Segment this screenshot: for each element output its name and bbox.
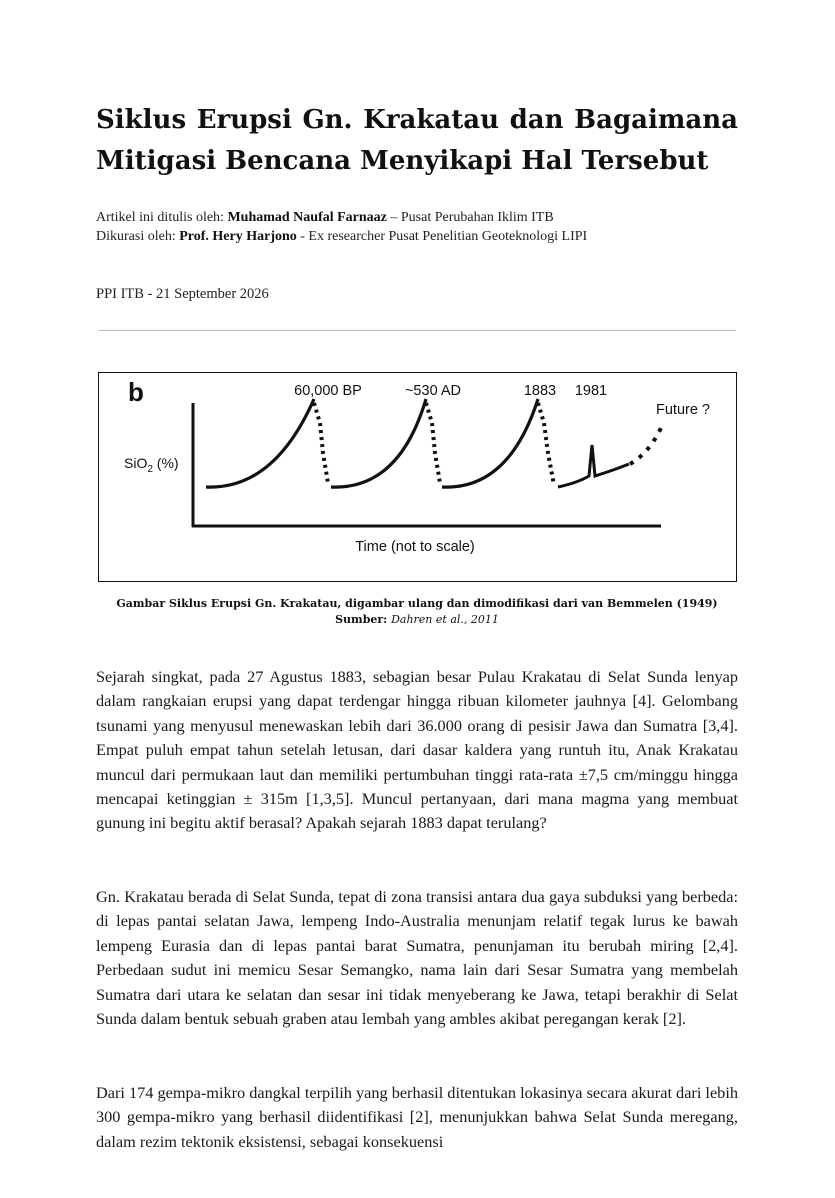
eruption-drop-530ad: [426, 403, 440, 483]
dateline: PPI ITB - 21 September 2026: [96, 286, 269, 302]
curator-name: Prof. Hery Harjono: [179, 229, 297, 244]
eruption-cycle-chart: [99, 373, 738, 583]
event-label-1883: 1883: [523, 383, 557, 399]
caption-source-label: Sumber:: [335, 613, 392, 626]
body-paragraph-1: Sejarah singkat, pada 27 Agustus 1883, sebagian besar Pulau Krakatau di Selat Sunda lenyap dalam rangkaian erupsi yang dapat terdengar hingga ribuan kilometer jauhnya [4]. Gelombang tsunami yang menyusul menewaskan lebih dari 36.000 orang di pesisir Jawa dan Sumatra [3,4]. Empat puluh empat tahun setelah letusan, dari dasar kaldera yang runtuh itu, Anak Krakatau muncul dari permukaan laut dan memiliki pertumbuhan tinggi rata-rata ±7,5 cm/minggu hingga mencapai ketinggian ± 315m [1,3,5]. Muncul pertanyaan, dari mana magma yang membuat gunung ini begitu aktif berasal? Apakah sejarah 1883 dapat terulang?: [96, 667, 738, 833]
article-title: Siklus Erupsi Gn. Krakatau dan Bagaimana Mitigasi Bencana Menyikapi Hal Tersebut: [96, 105, 738, 176]
caption-title: Gambar Siklus Erupsi Gn. Krakatau, digambar ulang dan dimodifikasi dari van Bemmelen (1949): [116, 597, 718, 610]
event-label-530ad: ~530 AD: [404, 383, 462, 399]
body-paragraph-3: Dari 174 gempa-mikro dangkal terpilih yang berhasil ditentukan lokasinya secara akurat dari lebih 300 gempa-mikro yang berhasil diidentifikasi [2], menunjukkan bahwa Selat Sunda meregang, dalam rezim tektonik eksistensi, sebagai konsekuensi: [96, 1083, 738, 1151]
article-credits: [96, 208, 796, 246]
y-label-main: SiO: [124, 455, 148, 471]
event-label-1981: 1981: [574, 383, 608, 399]
body-paragraph-2: Gn. Krakatau berada di Selat Sunda, tepat di zona transisi antara dua gaya subduksi yang berbeda: di lepas pantai selatan Jawa, lempeng Indo-Australia menunjam relatif tegak lurus ke bawah lempeng Eurasia dan di lepas pantai barat Sumatra, penunjaman itu berubah miring [2,4]. Perbedaan sudut ini memicu Sesar Semangko, nama lain dari Sesar Sumatra yang membelah Sumatra dari utara ke selatan dan sesar ini tidak menyeberang ke Jawa, tetapi berakhir di Selat Sunda dalam bentuk sebuah graben atau lembah yang ambles akibat peregangan kerak [2].: [96, 887, 738, 1029]
figure-caption: [96, 596, 738, 628]
y-axis-label: [124, 455, 179, 475]
spike-1981: [558, 445, 629, 487]
eruption-drop-1883: [538, 403, 554, 485]
y-label-subscript: 2: [147, 464, 153, 475]
future-projection: [630, 428, 661, 464]
caption-source-ref: Dahren et al., 2011: [391, 613, 499, 626]
curator-affiliation: - Ex researcher Pusat Penelitian Geoteknologi LIPI: [296, 229, 588, 244]
caption-source: [96, 612, 738, 628]
author-prefix: Artikel ini ditulis oleh:: [96, 210, 228, 225]
divider: [99, 330, 736, 331]
panel-label: b: [128, 377, 144, 407]
author-affiliation: – Pusat Perubahan Iklim ITB: [386, 210, 554, 225]
cycle-curve-60000bp: [206, 399, 314, 487]
cycle-curve-1883: [442, 399, 538, 487]
event-label-60000bp: 60,000 BP: [294, 383, 362, 399]
curator-prefix: Dikurasi oleh:: [96, 229, 180, 244]
eruption-cycle-figure: [98, 372, 737, 582]
eruption-drop-60000bp: [314, 403, 328, 483]
author-name: Muhamad Naufal Farnaaz: [227, 210, 387, 225]
cycle-curve-530ad: [331, 399, 426, 487]
author-line: [96, 208, 796, 227]
x-axis-label: Time (not to scale): [355, 539, 475, 555]
event-label-future: Future ?: [656, 402, 710, 418]
y-label-unit: (%): [152, 455, 179, 471]
curator-line: [96, 227, 796, 246]
